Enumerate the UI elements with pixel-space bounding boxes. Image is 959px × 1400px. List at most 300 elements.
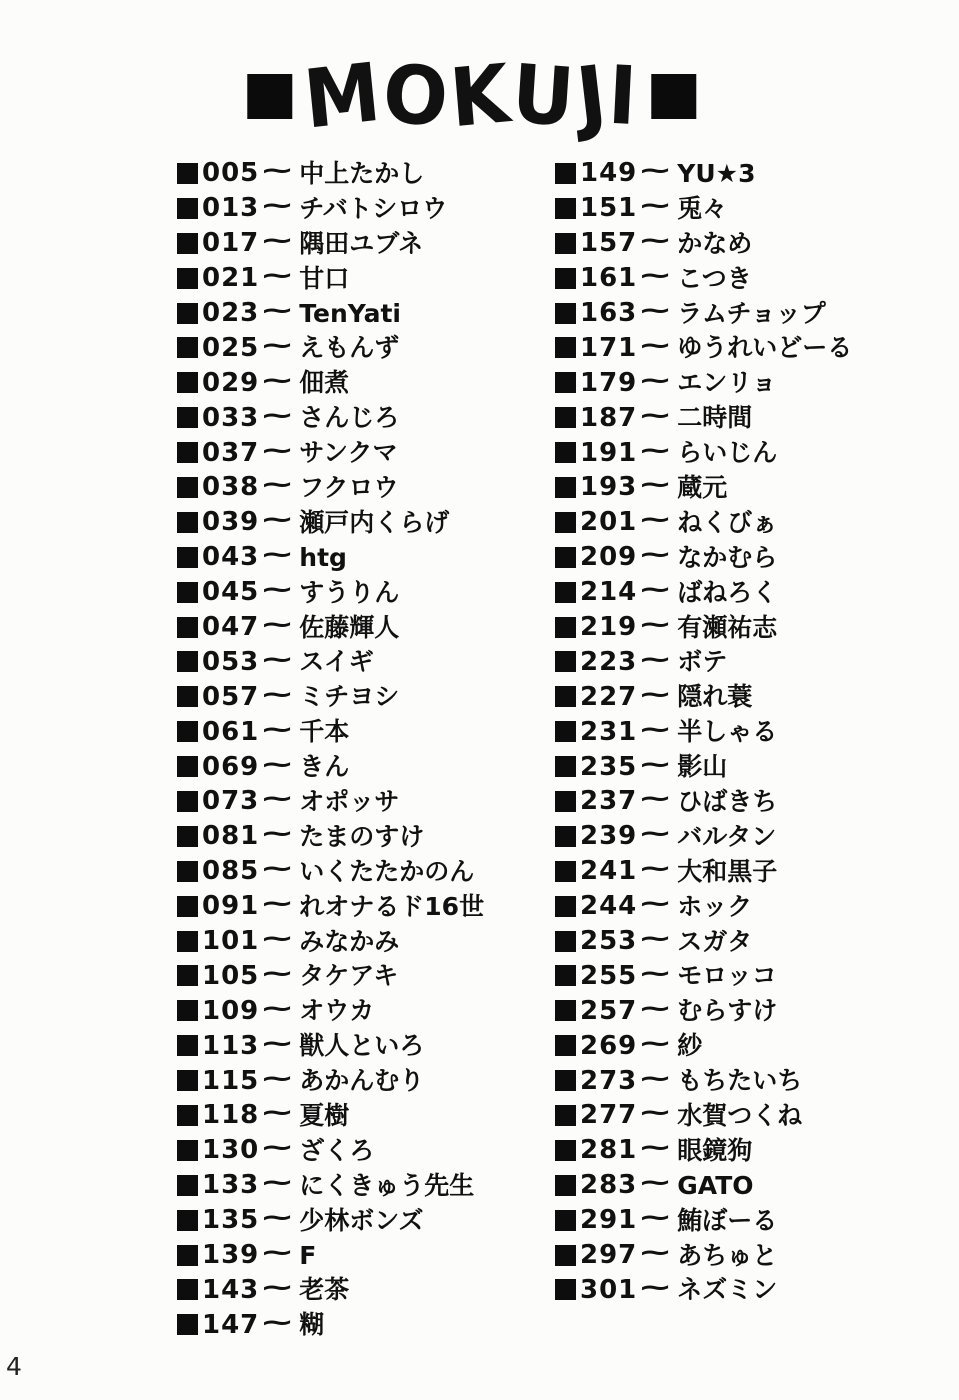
toc-entry [177,644,484,679]
square-bullet-icon [555,1245,576,1266]
entry-author-name: フクロウ [299,472,399,502]
square-bullet-icon [177,337,198,358]
square-bullet-icon [177,233,198,254]
entry-page-number: 151 [580,193,638,224]
entry-author-name: スイギ [299,647,374,677]
square-bullet-icon [555,407,576,428]
entry-author-name: 紗 [677,1031,703,1061]
entry-author-name: 半しゃる [677,717,778,747]
tilde-glyph: ~ [637,540,673,571]
toc-entry [177,1238,484,1273]
square-bullet-icon [555,1175,576,1196]
tilde-glyph: ~ [637,1238,673,1269]
entry-author-name: ホック [677,891,753,921]
toc-entry [177,854,484,889]
entry-page-number: 139 [202,1240,260,1271]
entry-author-name: らいじん [677,438,778,468]
square-bullet-icon [555,477,576,498]
square-bullet-icon [555,372,576,393]
square-bullet-icon [555,826,576,847]
square-bullet-icon [177,1210,198,1231]
entry-author-name: 隠れ蓑 [677,682,753,712]
tilde-glyph: ~ [259,540,295,571]
square-bullet-icon [555,1140,576,1161]
square-bullet-icon [177,791,198,812]
square-bullet-icon [555,198,576,219]
square-bullet-icon [177,442,198,463]
tilde-glyph: ~ [259,156,295,187]
tilde-glyph: ~ [637,365,673,396]
entry-author-name: オポッサ [299,786,400,816]
toc-entry [177,1307,484,1342]
entry-author-name: あちゅと [677,1240,778,1270]
tilde-glyph: ~ [259,261,295,292]
square-bullet-icon [555,861,576,882]
toc-entry [177,958,484,993]
square-bullet-icon [555,337,576,358]
square-bullet-icon [177,1035,198,1056]
toc-entry [177,784,484,819]
toc-entry [555,365,852,400]
entry-page-number: 037 [202,437,260,468]
tilde-glyph: ~ [637,819,673,850]
title-left-square-icon [247,74,292,119]
square-bullet-icon [555,582,576,603]
tilde-glyph: ~ [259,1168,295,1199]
square-bullet-icon [555,1035,576,1056]
tilde-glyph: ~ [259,1203,295,1234]
entry-page-number: 291 [580,1205,638,1236]
entry-page-number: 269 [580,1030,638,1061]
entry-author-name: ミチヨシ [299,682,400,712]
entry-author-name: 甘口 [299,263,350,293]
entry-page-number: 130 [202,1135,260,1166]
toc-entry [177,1273,484,1308]
tilde-glyph: ~ [637,156,673,187]
tilde-glyph: ~ [637,575,673,606]
tilde-glyph: ~ [259,924,295,955]
tilde-glyph: ~ [637,400,673,431]
tilde-glyph: ~ [259,470,295,501]
entry-author-name: サンクマ [299,438,398,468]
entry-page-number: 133 [202,1170,260,1201]
entry-page-number: 101 [202,926,260,957]
tilde-glyph: ~ [259,226,295,257]
toc-entry [555,1168,852,1203]
entry-page-number: 283 [580,1170,638,1201]
square-bullet-icon [555,721,576,742]
square-bullet-icon [177,826,198,847]
entry-author-name: 有瀬祐志 [677,612,778,642]
square-bullet-icon [177,1140,198,1161]
entry-author-name: 蔵元 [677,472,728,502]
entry-page-number: 214 [580,577,638,608]
tilde-glyph: ~ [637,784,673,815]
entry-author-name: ばねろく [677,577,778,607]
tilde-glyph: ~ [637,1272,673,1303]
tilde-glyph: ~ [637,261,673,292]
tilde-glyph: ~ [637,1203,673,1234]
entry-page-number: 109 [202,995,260,1026]
entry-author-name: あかんむり [299,1066,425,1096]
entry-page-number: 023 [202,298,260,328]
entry-author-name: きん [299,752,350,782]
entry-author-name: えもんず [299,333,400,363]
toc-entry [177,226,484,261]
entry-author-name: もちたいち [677,1066,803,1096]
tilde-glyph: ~ [259,819,295,850]
square-bullet-icon [177,477,198,498]
entry-page-number: 171 [580,332,638,363]
entry-page-number: 244 [580,891,638,922]
tilde-glyph: ~ [637,958,673,989]
entry-page-number: 005 [202,158,260,189]
square-bullet-icon [177,1245,198,1266]
tilde-glyph: ~ [637,226,673,257]
toc-entry [555,1098,852,1133]
tilde-glyph: ~ [259,993,295,1024]
toc-entry [177,400,484,435]
entry-author-name: ネズミン [677,1275,778,1305]
toc-column-right [555,156,852,1307]
tilde-glyph: ~ [637,610,673,641]
toc-entry [555,156,852,191]
entry-page-number: 187 [580,402,638,433]
tilde-glyph: ~ [637,679,673,710]
entry-author-name: 獣人といろ [299,1031,425,1061]
entry-author-name: 兎々 [677,193,728,223]
square-bullet-icon [555,686,576,707]
page-title [247,44,696,147]
tilde-glyph: ~ [637,854,673,885]
toc-entry [555,261,852,296]
entry-page-number: 149 [580,158,638,189]
entry-author-name: 鮪ぼーる [677,1205,778,1235]
square-bullet-icon [555,756,576,777]
tilde-glyph: ~ [637,644,673,675]
entry-author-name: 佃煮 [299,368,350,398]
tilde-glyph: ~ [259,505,295,536]
toc-entry [555,889,852,924]
toc-column-left [177,156,484,1342]
square-bullet-icon [177,686,198,707]
toc-entry [177,993,484,1028]
entry-author-name: すうりん [299,577,400,607]
square-bullet-icon [177,372,198,393]
entry-page-number: 113 [202,1030,260,1061]
entry-author-name: さんじろ [299,403,400,433]
entry-author-name: チバトシロウ [299,193,448,223]
entry-page-number: 057 [202,681,260,712]
tilde-glyph: ~ [259,610,295,641]
entry-page-number: 013 [202,193,260,224]
tilde-glyph: ~ [259,330,295,361]
tilde-glyph: ~ [637,1133,673,1164]
square-bullet-icon [555,791,576,812]
entry-author-name: オウカ [299,996,375,1026]
entry-author-name: たまのすけ [299,821,425,851]
toc-entry [555,296,852,331]
entry-page-number: 033 [202,402,260,433]
square-bullet-icon [555,1070,576,1091]
entry-author-name: YU★3 [677,158,756,188]
square-bullet-icon [177,303,198,324]
square-bullet-icon [177,1279,198,1300]
toc-entry [177,365,484,400]
entry-author-name: にくきゅう先生 [299,1170,475,1200]
entry-page-number: 191 [580,437,638,468]
tilde-glyph: ~ [259,749,295,780]
entry-page-number: 209 [580,542,638,573]
square-bullet-icon [177,651,198,672]
toc-entry [555,435,852,470]
entry-author-name: 大和黒子 [677,856,778,886]
entry-page-number: 301 [580,1274,638,1305]
toc-entry [177,1028,484,1063]
entry-page-number: 143 [202,1274,260,1305]
tilde-glyph: ~ [259,854,295,885]
toc-entry [555,644,852,679]
entry-page-number: 219 [580,612,638,643]
tilde-glyph: ~ [259,435,295,466]
toc-entry [177,330,484,365]
toc-entry [555,1273,852,1308]
toc-entry [177,1063,484,1098]
entry-author-name: ざくろ [299,1135,375,1165]
tilde-glyph: ~ [637,1098,673,1129]
entry-page-number: 073 [202,786,260,817]
square-bullet-icon [555,512,576,533]
title-word: MOKUJI [299,44,643,147]
square-bullet-icon [555,303,576,324]
entry-page-number: 157 [580,228,638,259]
entry-author-name: 夏樹 [299,1100,350,1130]
title-right-square-icon [652,74,697,119]
entry-author-name: みなかみ [299,926,400,956]
square-bullet-icon [555,1105,576,1126]
tilde-glyph: ~ [637,435,673,466]
toc-entry [555,330,852,365]
toc-entry [177,540,484,575]
entry-page-number: 253 [580,926,638,957]
square-bullet-icon [177,1175,198,1196]
entry-author-name: TenYati [299,298,401,328]
entry-author-name: タケアキ [299,961,399,991]
entry-author-name: F [299,1240,317,1270]
square-bullet-icon [177,931,198,952]
entry-page-number: 161 [580,263,638,294]
entry-page-number: 273 [580,1065,638,1096]
entry-page-number: 029 [202,367,260,398]
entry-page-number: 038 [202,472,260,503]
square-bullet-icon [177,1314,198,1335]
entry-page-number: 135 [202,1205,260,1236]
square-bullet-icon [555,547,576,568]
square-bullet-icon [555,1210,576,1231]
entry-author-name: 千本 [299,717,350,747]
square-bullet-icon [555,1000,576,1021]
toc-entry [177,679,484,714]
toc-entry [555,400,852,435]
entry-page-number: 021 [202,263,260,294]
tilde-glyph: ~ [637,1063,673,1094]
entry-author-name: ゆうれいどーる [677,333,853,363]
tilde-glyph: ~ [259,296,295,326]
square-bullet-icon [555,965,576,986]
entry-author-name: 糊 [299,1310,325,1340]
square-bullet-icon [177,268,198,289]
square-bullet-icon [555,163,576,184]
toc-entry [555,1133,852,1168]
toc-entry [177,296,484,331]
tilde-glyph: ~ [259,1307,295,1338]
toc-entry [177,749,484,784]
square-bullet-icon [177,896,198,917]
tilde-glyph: ~ [637,470,673,501]
entry-page-number: 223 [580,646,638,677]
square-bullet-icon [177,1070,198,1091]
square-bullet-icon [177,547,198,568]
entry-author-name: 水賀つくね [677,1100,803,1130]
toc-entry [555,540,852,575]
square-bullet-icon [177,617,198,638]
entry-page-number: 105 [202,960,260,991]
entry-page-number: 201 [580,507,638,538]
entry-page-number: 118 [202,1100,260,1131]
entry-page-number: 257 [580,995,638,1026]
toc-entry [555,679,852,714]
entry-author-name: 二時間 [677,403,753,433]
tilde-glyph: ~ [259,365,295,396]
entry-author-name: 少林ボンズ [299,1205,424,1235]
tilde-glyph: ~ [637,993,673,1024]
entry-author-name: いくたたかのん [299,856,475,886]
toc-entry [177,156,484,191]
square-bullet-icon [177,163,198,184]
square-bullet-icon [177,721,198,742]
entry-page-number: 043 [202,542,260,573]
toc-entry [555,226,852,261]
toc-entry [555,924,852,959]
tilde-glyph: ~ [637,1168,673,1199]
entry-author-name: こつき [677,263,752,293]
square-bullet-icon [555,442,576,463]
entry-page-number: 045 [202,577,260,608]
tilde-glyph: ~ [259,400,295,431]
entry-author-name: 隅田ユブネ [299,228,424,258]
entry-page-number: 069 [202,751,260,782]
entry-author-name: 老茶 [299,1275,350,1305]
entry-page-number: 147 [202,1309,260,1340]
square-bullet-icon [555,896,576,917]
square-bullet-icon [177,1105,198,1126]
square-bullet-icon [555,617,576,638]
tilde-glyph: ~ [637,924,673,955]
entry-author-name: エンリョ [677,368,777,398]
entry-page-number: 025 [202,332,260,363]
entry-author-name: GATO [677,1170,754,1200]
entry-page-number: 255 [580,960,638,991]
entry-page-number: 179 [580,367,638,398]
tilde-glyph: ~ [259,1063,295,1094]
toc-entry [555,1238,852,1273]
toc-entry [177,1168,484,1203]
entry-author-name: 佐藤輝人 [299,612,400,642]
toc-entry [555,1203,852,1238]
toc-entry [177,191,484,226]
entry-author-name: ボテ [677,647,728,677]
toc-entry [555,854,852,889]
entry-author-name: かなめ [677,228,753,258]
entry-author-name: ひばきち [677,786,778,816]
toc-entry [177,610,484,645]
square-bullet-icon [177,861,198,882]
toc-entry [177,505,484,540]
square-bullet-icon [555,268,576,289]
tilde-glyph: ~ [259,889,295,920]
entry-author-name: バルタン [677,821,777,851]
toc-entry [177,889,484,924]
tilde-glyph: ~ [259,1133,295,1164]
toc-entry [177,575,484,610]
tilde-glyph: ~ [637,714,673,745]
tilde-glyph: ~ [259,1272,295,1303]
toc-entry [555,958,852,993]
entry-page-number: 053 [202,646,260,677]
entry-author-name: 眼鏡狗 [677,1135,753,1165]
square-bullet-icon [177,756,198,777]
entry-page-number: 281 [580,1135,638,1166]
entry-author-name: モロッコ [677,961,777,991]
entry-author-name: スガタ [677,926,753,956]
toc-entry [555,1028,852,1063]
entry-page-number: 193 [580,472,638,503]
entry-author-name: れオナるド16世 [299,891,485,921]
page-number: 4 [6,1352,22,1381]
square-bullet-icon [177,965,198,986]
tilde-glyph: ~ [637,1028,673,1059]
tilde-glyph: ~ [637,749,673,780]
square-bullet-icon [555,931,576,952]
entry-page-number: 297 [580,1240,638,1271]
toc-entry [555,1063,852,1098]
entry-author-name: 瀬戸内くらげ [299,507,450,537]
entry-page-number: 235 [580,751,638,782]
entry-author-name: 影山 [677,752,728,782]
entry-page-number: 277 [580,1100,638,1131]
square-bullet-icon [177,407,198,428]
entry-page-number: 227 [580,681,638,712]
tilde-glyph: ~ [259,714,295,745]
toc-entry [177,819,484,854]
entry-page-number: 061 [202,716,260,747]
toc-entry [177,435,484,470]
toc-entry [177,1203,484,1238]
toc-entry [555,784,852,819]
entry-page-number: 091 [202,891,260,922]
entry-page-number: 039 [202,507,260,538]
tilde-glyph: ~ [259,575,295,606]
toc-entry [555,191,852,226]
entry-page-number: 115 [202,1065,260,1096]
square-bullet-icon [555,233,576,254]
toc-entry [177,924,484,959]
toc-entry [555,610,852,645]
tilde-glyph: ~ [637,296,673,326]
tilde-glyph: ~ [637,191,673,222]
entry-page-number: 047 [202,612,260,643]
tilde-glyph: ~ [259,958,295,989]
